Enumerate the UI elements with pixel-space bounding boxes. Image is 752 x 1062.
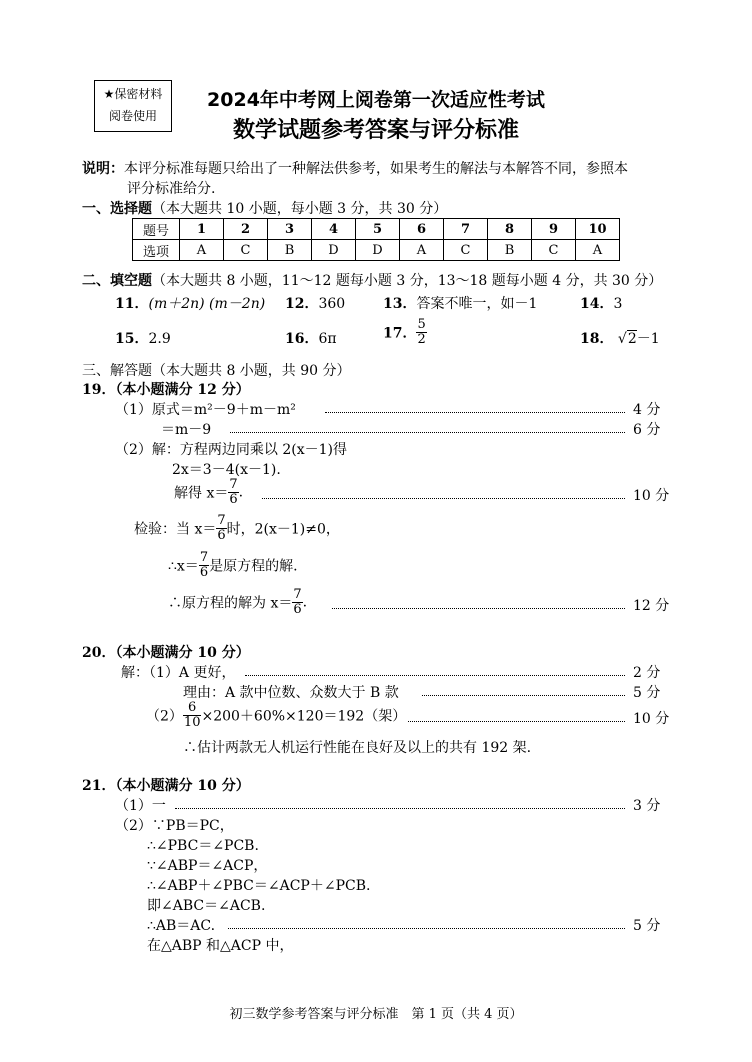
q19-final-pre: ∴原方程的解为 x＝: [168, 595, 293, 612]
answer-table-answer-row: [133, 240, 620, 261]
q20-fraction: [183, 701, 202, 730]
fill-q15: [115, 328, 171, 348]
section1-heading: [82, 198, 447, 218]
score-leader: [228, 928, 625, 929]
q19-check: [134, 514, 340, 543]
score-leader: [408, 721, 625, 722]
section3-detail: （本大题共 8 小题，共 90 分）: [152, 363, 351, 379]
section2-detail: （本大题共 8 小题，11～12 题每小题 3 分，13～18 题每小题 4 分，共 30 分）: [152, 273, 663, 289]
fraction-denominator: 6: [293, 602, 302, 617]
fraction-denominator: 6: [217, 528, 226, 543]
q19-fraction: [228, 478, 238, 507]
score-leader: [332, 608, 625, 609]
q21-line1: （1）一: [115, 798, 166, 814]
score-leader: [325, 412, 625, 413]
q19-line4: 2x＝3－4(x－1).: [172, 462, 281, 478]
score-leader: [245, 675, 625, 676]
note-text1: 本评分标准每题只给出了一种解法供参考，如果考生的解法与本解答不同，参照本: [124, 161, 628, 177]
q17-denominator: 2: [417, 332, 426, 347]
q19-solution: [168, 551, 298, 580]
q21-line7: ∴AB＝AC.: [147, 918, 216, 934]
answer-table-header-row: [133, 219, 620, 240]
q17-number: 17．: [383, 325, 417, 342]
table-cell: 3: [268, 219, 312, 240]
note-label: 说明：: [82, 161, 124, 177]
table-cell: A: [576, 240, 620, 261]
q20-score1: 2 分: [633, 665, 661, 681]
q21-line5: ∴∠ABP＋∠PBC＝∠ACP＋∠PCB.: [147, 878, 371, 894]
q19-check-post: 时，2(x－1)≠0，: [226, 521, 340, 538]
table-cell: B: [268, 240, 312, 261]
q15-number: 15．: [115, 331, 149, 347]
score-leader: [230, 432, 625, 433]
q19-line1: （1）原式＝m²－9＋m－m²: [115, 402, 296, 418]
q20-title: 20．（本小题满分 10 分）: [82, 645, 250, 661]
q21-score2: 5 分: [633, 918, 661, 934]
q21-title: 21．（本小题满分 10 分）: [82, 778, 250, 794]
fraction-numerator: 7: [229, 477, 238, 492]
table-cell: 6: [400, 219, 444, 240]
q19-line3: （2）解：方程两边同乘以 2(x－1)得: [115, 442, 347, 458]
q17-fraction: [416, 318, 426, 347]
q19-title: 19．（本小题满分 12 分）: [82, 382, 250, 398]
table-cell: 9: [532, 219, 576, 240]
fill-q14: [580, 293, 622, 313]
section1-detail: （本大题共 10 小题，每小题 3 分，共 30 分）: [152, 201, 448, 217]
q20-line2: 理由：A 款中位数、众数大于 B 款: [183, 685, 399, 701]
table-cell: 8: [488, 219, 532, 240]
q19-check-pre: 检验：当 x＝: [134, 521, 217, 538]
fill-q18: 18． √2－1: [580, 331, 660, 347]
table-cell: A: [180, 240, 224, 261]
q17-numerator: 5: [417, 317, 426, 332]
q11-number: 11．: [115, 296, 149, 312]
q14-number: 14．: [580, 296, 614, 312]
q19-sol-fraction: [199, 551, 209, 580]
note-line2: 评分标准给分.: [127, 181, 216, 197]
table-cell: 5: [356, 219, 400, 240]
q20-line4: ∴估计两款无人机运行性能在良好及以上的共有 192 架.: [183, 740, 532, 756]
fill-q12: [285, 293, 345, 313]
q21-line8: 在△ABP 和△ACP 中，: [147, 938, 294, 954]
table-cell: 2: [224, 219, 268, 240]
fill-q13: [383, 293, 537, 313]
fraction-denominator: 10: [183, 715, 201, 730]
stamp-line2: 阅卷使用: [108, 109, 157, 123]
q11-answer: (m＋2n) (m－2n): [148, 296, 266, 312]
q19-score2: 6 分: [633, 422, 661, 438]
table-cell: C: [224, 240, 268, 261]
fraction-denominator: 6: [199, 565, 209, 580]
fraction-numerator: 7: [217, 513, 226, 528]
q20-part2-label: （2）: [146, 708, 183, 725]
fill-q17: [383, 318, 427, 347]
q21-line6: 即∠ABC＝∠ACB.: [147, 898, 266, 914]
q18-radicand: 2: [627, 331, 637, 347]
q13-number: 13．: [383, 296, 417, 312]
q19-solve-text: 解得 x＝: [174, 485, 229, 502]
section2-label: 二、填空题: [82, 273, 152, 289]
q19-score3: 10 分: [633, 488, 670, 504]
exam-title: 2024年中考网上阅卷第一次适应性考试: [207, 89, 545, 111]
q19-final-fraction: [292, 588, 302, 617]
q18-rest: －1: [636, 331, 660, 347]
score-leader: [175, 808, 625, 809]
document-title: 数学试题参考答案与评分标准: [232, 118, 519, 143]
q19-line2: ＝m－9: [161, 422, 212, 438]
page-footer: 初三数学参考答案与评分标准 第 1 页（共 4 页）: [229, 1007, 523, 1022]
table-cell: D: [312, 240, 356, 261]
q16-answer: 6π: [318, 331, 337, 347]
table-header-label: 题号: [133, 219, 180, 240]
fill-q16: [285, 328, 337, 348]
q13-answer: 答案不唯一，如－1: [416, 296, 538, 312]
q21-score1: 3 分: [633, 798, 661, 814]
q19-final: ∴原方程的解为 x＝ $\frac{7}{6}$ .: [168, 587, 308, 617]
q19-sol-pre: ∴x＝: [168, 558, 199, 575]
table-cell: A: [400, 240, 444, 261]
q20-line3: [146, 701, 406, 730]
table-cell: 4: [312, 219, 356, 240]
q12-number: 12．: [285, 296, 319, 312]
q19-line5: 解得 x＝ $\frac{7}{6}$ .: [174, 477, 244, 507]
fraction-numerator: 7: [293, 587, 302, 602]
q16-number: 16．: [285, 331, 319, 347]
table-cell: 7: [444, 219, 488, 240]
table-row-label: 选项: [133, 240, 180, 261]
table-cell: C: [532, 240, 576, 261]
q21-line2: （2）∵PB＝PC，: [115, 818, 234, 834]
q19-score4: 12 分: [633, 598, 670, 614]
q20-line1: 解：（1）A 更好，: [121, 665, 236, 681]
fraction-numerator: 6: [183, 701, 202, 716]
table-cell: 1: [180, 219, 224, 240]
q14-answer: 3: [613, 296, 623, 312]
table-cell: B: [488, 240, 532, 261]
q21-line3: ∴∠PBC＝∠PCB.: [147, 838, 259, 854]
table-cell: 10: [576, 219, 620, 240]
q21-line4: ∵∠ABP＝∠ACP，: [147, 858, 268, 874]
stamp-line1: ★保密材料: [103, 87, 163, 101]
q19-score1: 4 分: [633, 402, 661, 418]
table-cell: C: [444, 240, 488, 261]
q20-score3: 10 分: [633, 711, 670, 727]
q12-answer: 360: [318, 296, 346, 312]
fraction-numerator: 7: [199, 550, 209, 565]
score-leader: [422, 695, 625, 696]
section3-heading: [82, 360, 351, 380]
q20-calc: ×200＋60%×120＝192（架）: [201, 708, 407, 725]
section3-label: 三、解答题: [82, 363, 152, 379]
fill-q11: [115, 293, 265, 313]
fraction-denominator: 6: [229, 492, 238, 507]
table-cell: D: [356, 240, 400, 261]
q19-sol-post: 是原方程的解.: [209, 558, 298, 575]
section1-label: 一、选择题: [82, 201, 152, 217]
note-line1: [82, 158, 628, 178]
q18-number: 18．: [580, 331, 614, 347]
score-leader: [262, 498, 625, 499]
answer-table: [132, 218, 620, 261]
section2-heading: [82, 270, 662, 290]
q19-check-fraction: [216, 514, 226, 543]
q20-score2: 5 分: [633, 685, 661, 701]
q15-answer: 2.9: [148, 331, 171, 347]
